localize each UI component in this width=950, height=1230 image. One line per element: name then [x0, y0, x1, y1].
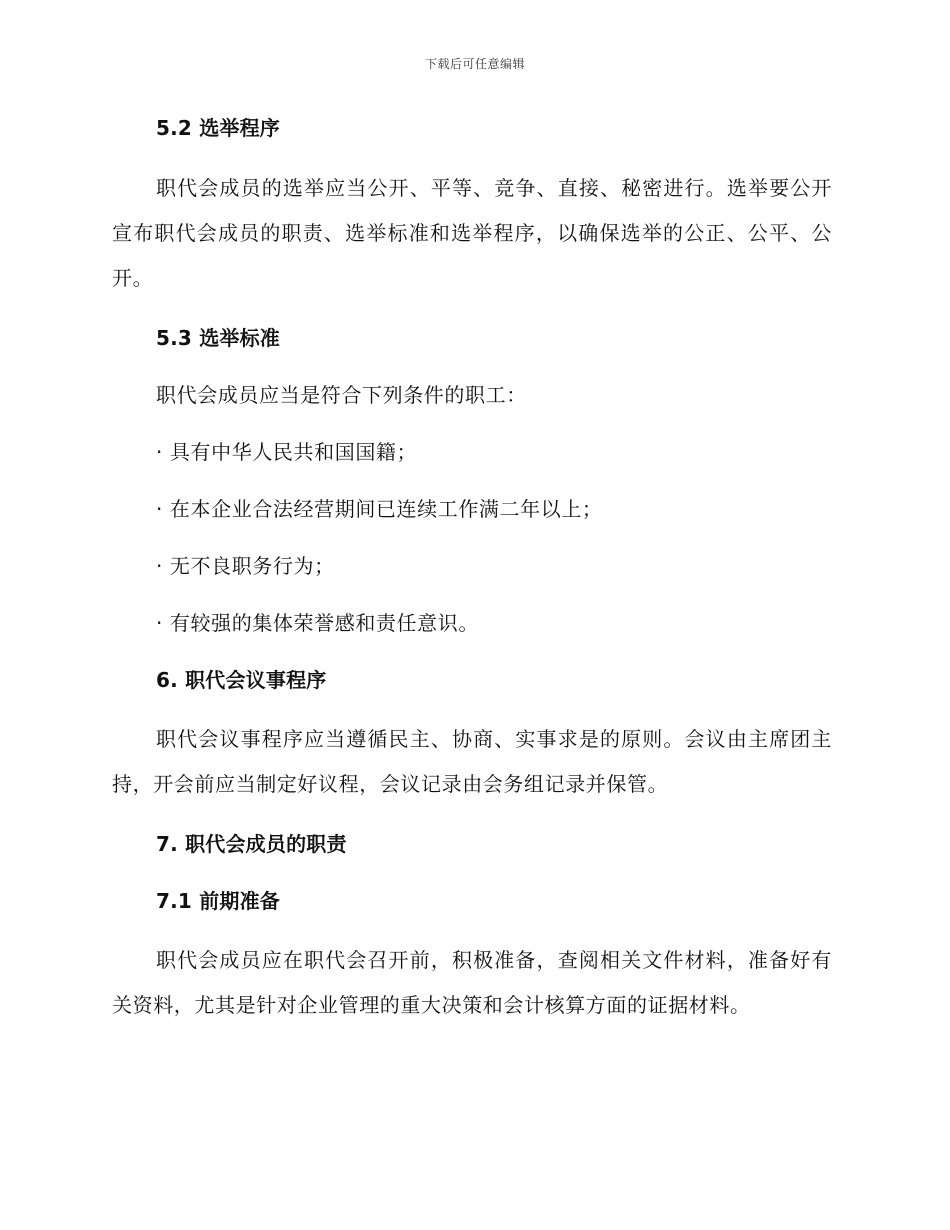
section-heading-5-2: 5.2 选举程序	[156, 116, 280, 140]
section-paragraph-6: 职代会议事程序应当遵循民主、协商、实事求是的原则。会议由主席团主持，开会前应当制定好议程，会议记录由会务组记录并保管。	[112, 727, 832, 796]
header-note: 下载后可任意编辑	[424, 57, 525, 71]
list-item: · 无不良职务行为；	[156, 554, 335, 578]
list-item: · 具有中华人民共和国国籍；	[156, 440, 418, 464]
list-item: · 有较强的集体荣誉感和责任意识。	[156, 611, 479, 635]
document-body	[112, 108, 832, 1028]
section-heading-7: 7. 职代会成员的职责	[156, 832, 347, 856]
section-intro-5-3: 职代会成员应当是符合下列条件的职工：	[156, 383, 527, 407]
section-heading-5-3: 5.3 选举标准	[156, 326, 280, 350]
section-heading-6: 6. 职代会议事程序	[156, 668, 327, 692]
section-paragraph-7-1: 职代会成员应在职代会召开前，积极准备，查阅相关文件材料，准备好有关资料，尤其是针对企业管理的重大决策和会计核算方面的证据材料。	[112, 948, 832, 1017]
section-heading-7-1: 7.1 前期准备	[156, 889, 280, 913]
list-item: · 在本企业合法经营期间已连续工作满二年以上；	[156, 497, 603, 521]
section-paragraph-5-2: 职代会成员的选举应当公开、平等、竞争、直接、秘密进行。选举要公开宣布职代会成员的职责、选举标准和选举程序，以确保选举的公正、公平、公开。	[112, 176, 832, 290]
